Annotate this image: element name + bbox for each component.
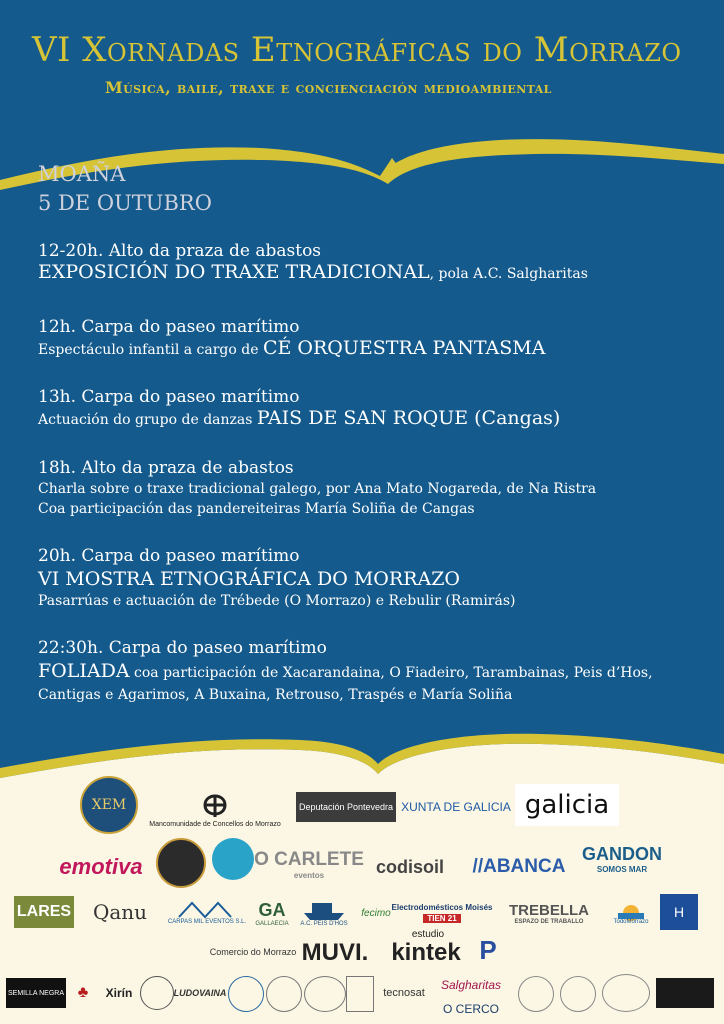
tecnosat-logo: tecnosat xyxy=(383,987,425,999)
ocarlete-text: O CARLETE xyxy=(254,848,364,870)
event-highlight: FOLIADA xyxy=(38,660,130,682)
xem-logo: XEM xyxy=(80,776,138,834)
event-highlight: CÉ ORQUESTRA PANTASMA xyxy=(262,337,546,359)
dancer-seal-logo xyxy=(518,976,554,1012)
electro-text: Electrodomésticos Moisés xyxy=(391,903,493,912)
event-head: 20h. Carpa do paseo marítimo xyxy=(38,546,300,566)
tent-icon xyxy=(177,901,237,919)
event-line: Pasarrúas e actuación de Trébede (O Morrazo) e Rebulir (Ramirás) xyxy=(38,593,516,609)
xunta-logo: XUNTA DE GALICIA xyxy=(401,800,511,814)
event-line: Coa participación das pandereiteiras María Soliña de Cangas xyxy=(38,501,475,517)
event-line xyxy=(38,408,560,430)
event-text: Espectáculo infantil a cargo de xyxy=(38,342,263,358)
event-text: coa participación de Xacarandaina, O Fiadeiro, Tarambainas, Peis d’Hos, xyxy=(129,665,653,681)
codisoil-logo: codisoil xyxy=(375,856,444,877)
p-logo: P xyxy=(479,934,497,965)
event-item xyxy=(38,316,545,360)
kintek-logo: kintek xyxy=(391,939,461,966)
knot-icon xyxy=(197,789,233,821)
gallaecia-text: GALLAECIA xyxy=(255,920,289,927)
lares-logo: LARES xyxy=(14,896,74,928)
ocerco-logo: O CERCO xyxy=(442,1002,499,1016)
main-title: VI Xornadas Etnográficas do Morrazo xyxy=(32,30,682,70)
cultural-seal-logo xyxy=(560,976,596,1012)
event-text: , pola A.C. Salgharitas xyxy=(429,266,588,282)
gandon-sub: SOMOS MAR xyxy=(596,865,648,874)
galicia-logo: galicia xyxy=(515,784,619,826)
trebella-sub: ESPAZO DE TRABALLO xyxy=(514,918,584,925)
event-line xyxy=(38,262,588,284)
trebella-text: TREBELLA xyxy=(509,901,589,919)
salgharitas-logo: Salgharitas xyxy=(440,978,502,992)
brewery-logo xyxy=(156,838,206,888)
crest-logo xyxy=(346,976,374,1012)
event-head: 12-20h. Alto da praza de abastos xyxy=(38,241,322,261)
carpas-logo xyxy=(164,896,250,930)
place-date xyxy=(38,160,212,218)
event-item xyxy=(38,386,560,430)
sun-icon xyxy=(616,899,646,919)
event-line xyxy=(38,659,653,685)
deputacion-logo: Deputación Pontevedra xyxy=(296,792,396,822)
event-item xyxy=(38,637,653,705)
estudio-logo: estudio xyxy=(411,928,445,940)
gallaecia-logo: GA GALLAECIA xyxy=(255,899,289,927)
dancer-logo: ♣ xyxy=(77,984,89,1001)
todomorrazo-logo xyxy=(608,894,654,930)
mancomunidade-text: Mancomunidade de Concellos do Morrazo xyxy=(149,820,281,828)
round-seal-logo xyxy=(140,976,174,1010)
event-highlight: VI MOSTRA ETNOGRÁFICA DO MORRAZO xyxy=(38,568,460,590)
event-head: 12h. Carpa do paseo marítimo xyxy=(38,317,300,337)
event-line xyxy=(38,338,545,360)
event-head: 22:30h. Carpa do paseo marítimo xyxy=(38,638,327,658)
qanu-logo: Qanu xyxy=(92,900,148,924)
date: 5 DE OUTUBRO xyxy=(38,191,212,215)
trebella-logo xyxy=(494,896,604,930)
event-item xyxy=(38,545,515,611)
carpas-text: CARPAS MIL EVENTOS S.L. xyxy=(167,919,247,925)
town: MOAÑA xyxy=(38,162,126,186)
event-highlight: EXPOSICIÓN DO TRAXE TRADICIONAL xyxy=(38,261,430,283)
event-highlight: PAIS DE SAN ROQUE (Cangas) xyxy=(256,407,561,429)
subtitle: Música, baile, traxe e concienciación medioambiental xyxy=(105,78,552,97)
semilla-negra-logo: SEMILLA NEGRA xyxy=(6,978,66,1008)
event-line: Charla sobre o traxe tradicional galego, por Ana Mato Nogareda, de Na Ristra xyxy=(38,481,597,497)
ocarlete-sub: eventos xyxy=(293,870,325,880)
mancomunidade-logo xyxy=(140,780,290,836)
furaboxo-logo xyxy=(602,974,650,1012)
fecimo-logo: fecimo xyxy=(361,907,391,919)
event-item xyxy=(38,240,588,284)
event-head: 13h. Carpa do paseo marítimo xyxy=(38,387,300,407)
ship-seal-logo xyxy=(304,976,346,1012)
xirin-logo: Xirín xyxy=(105,986,133,1000)
gandon-logo xyxy=(580,832,664,886)
event-line: Cantigas e Agarimos, A Buxaina, Retrouso, Traspés e María Soliña xyxy=(38,687,513,703)
boat-icon xyxy=(302,899,346,921)
peisdhos-logo xyxy=(296,894,352,932)
gandon-text: GANDON xyxy=(582,844,662,864)
todomorrazo-text: TodoMorrazo xyxy=(613,919,649,925)
ludovaina-logo: LUDOVAINA xyxy=(173,988,227,998)
event-text: Actuación do grupo de danzas xyxy=(38,412,257,428)
hostelaria-logo: H xyxy=(660,894,698,930)
tien21-text: TIEN 21 xyxy=(423,914,460,923)
event-head: 18h. Alto da praza de abastos xyxy=(38,458,294,478)
muvi-logo: MUVI. xyxy=(301,939,369,966)
comercio-logo: Comercio do Morrazo xyxy=(209,947,297,957)
event-item xyxy=(38,457,596,519)
association-seal-logo xyxy=(266,976,302,1012)
abanca-logo: //ABANCA xyxy=(472,856,566,877)
peisdhos-text: A.C. PEIS D'HOS xyxy=(300,921,348,927)
ocarlete-logo xyxy=(254,844,364,884)
emotiva-logo: emotiva xyxy=(59,854,143,879)
club-seal-logo xyxy=(228,976,264,1012)
electro-logo xyxy=(391,896,493,930)
dark-logo xyxy=(656,978,714,1008)
sponsor-area xyxy=(0,770,724,1024)
round-blue-logo xyxy=(212,838,254,880)
